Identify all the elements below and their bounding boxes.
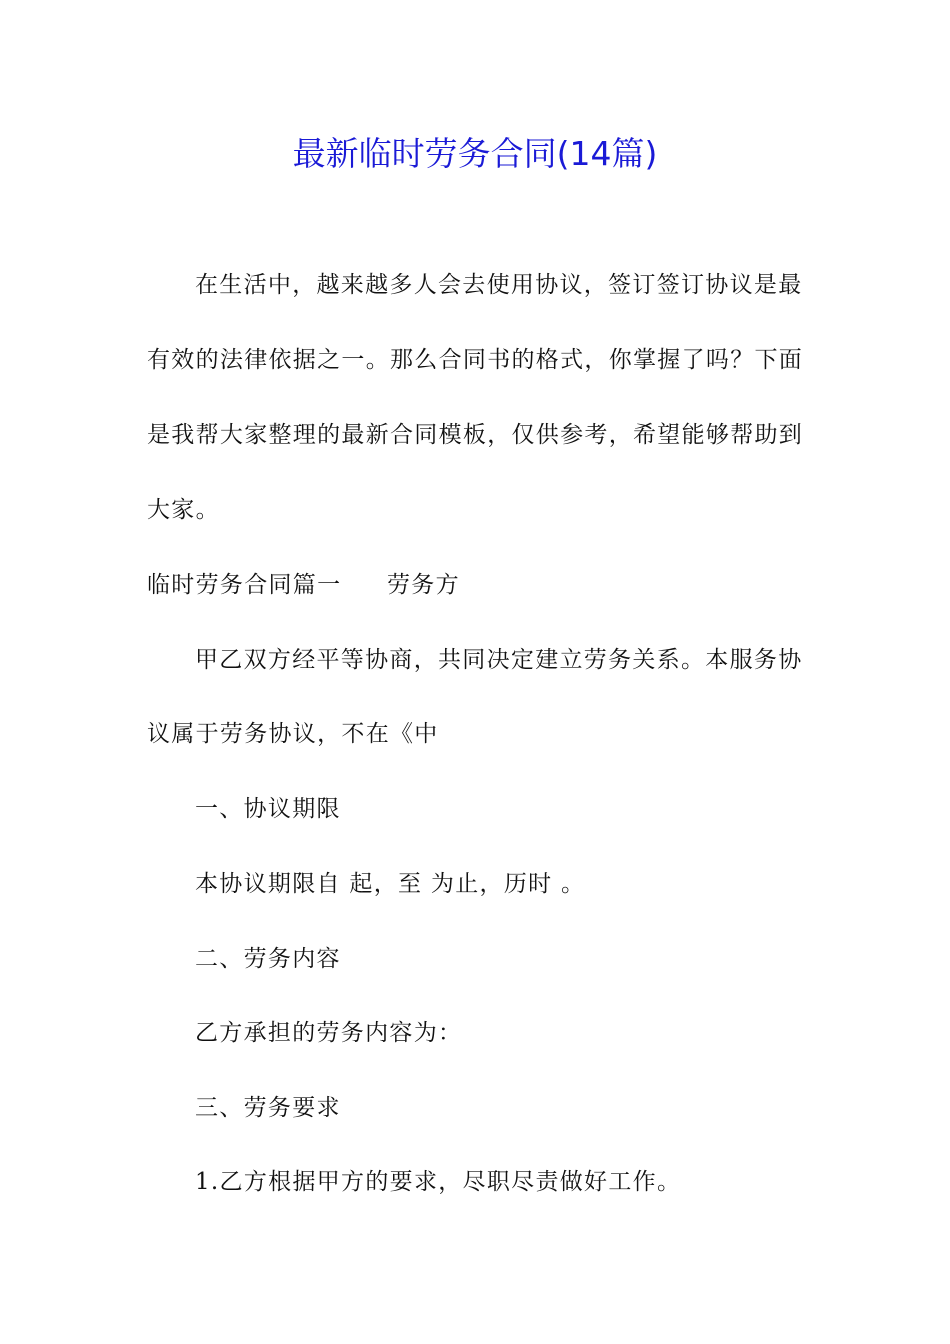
clause-1-heading: 一、协议期限 xyxy=(195,796,341,822)
clause-3-heading: 三、劳务要求 xyxy=(195,1095,341,1121)
clause-2-text: 乙方承担的劳务内容为： xyxy=(195,1020,463,1046)
section-party: 劳务方 xyxy=(387,572,460,598)
paragraph-line-1: 甲乙双方经平等协商，共同决定建立劳务关系。本服务协 xyxy=(195,647,803,673)
intro-line-4: 大家。 xyxy=(147,497,220,523)
section-heading: 临时劳务合同篇一 xyxy=(147,572,342,598)
intro-line-2: 有效的法律依据之一。那么合同书的格式，你掌握了吗？下面 xyxy=(147,347,804,373)
clause-2-heading: 二、劳务内容 xyxy=(195,946,341,972)
intro-line-3: 是我帮大家整理的最新合同模板，仅供参考，希望能够帮助到 xyxy=(147,422,804,448)
clause-3-item-1: 1.乙方根据甲方的要求，尽职尽责做好工作。 xyxy=(195,1169,682,1195)
document-title: 最新临时劳务合同(14篇) xyxy=(292,134,658,173)
paragraph-line-2: 议属于劳务协议，不在《中 xyxy=(147,721,439,747)
clause-1-text: 本协议期限自 起，至 为止，历时 。 xyxy=(195,871,586,897)
intro-line-1: 在生活中，越来越多人会去使用协议，签订签订协议是最 xyxy=(195,272,803,298)
